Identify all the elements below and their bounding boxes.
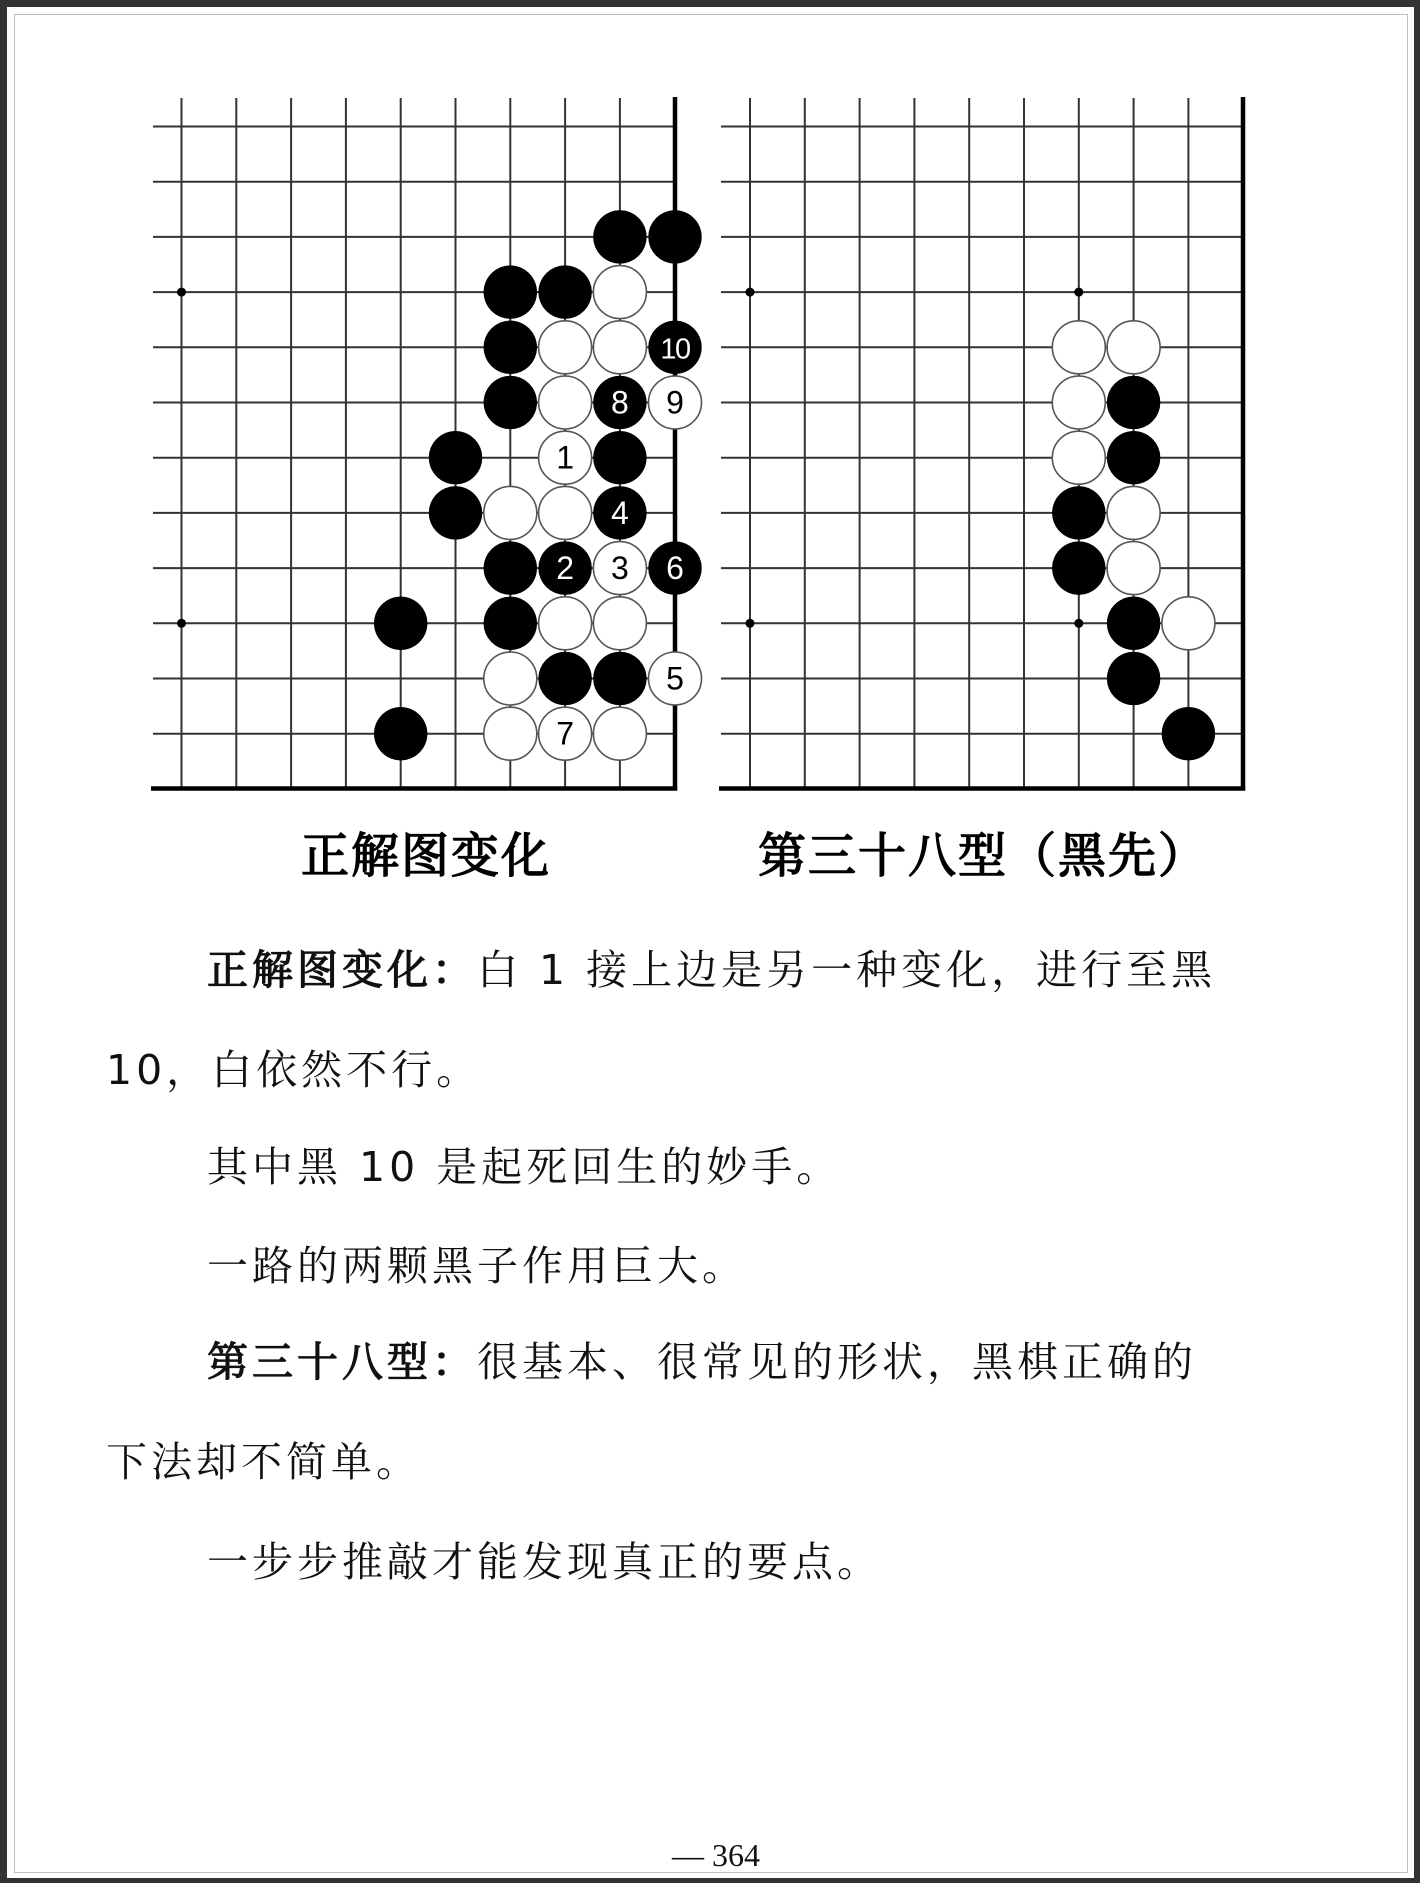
white-stone	[1107, 321, 1160, 374]
black-stone	[484, 321, 537, 374]
black-stone	[484, 542, 537, 595]
black-stone	[1052, 542, 1105, 595]
paragraph-3: 一路的两颗黑子作用巨大。	[207, 1242, 747, 1290]
black-stone	[1107, 652, 1160, 705]
move-number-label: 1	[556, 439, 574, 476]
go-diagrams	[0, 0, 1420, 880]
paragraph-2: 其中黑 10 是起死回生的妙手。	[207, 1143, 842, 1191]
black-stone	[1107, 597, 1160, 650]
black-stone	[649, 210, 702, 263]
go-board-right	[719, 97, 1245, 791]
white-stone	[484, 486, 537, 539]
white-stone	[593, 321, 646, 374]
move-number-label: 6	[666, 550, 684, 587]
paragraph-4-line-1	[207, 1332, 1197, 1392]
black-stone	[1162, 707, 1215, 760]
paragraph-4-text: 很基本、很常见的形状，黑棋正确的	[477, 1338, 1197, 1386]
black-stone	[374, 707, 427, 760]
white-stone	[539, 321, 592, 374]
white-stone	[593, 266, 646, 319]
paragraph-4-lead: 第三十八型：	[207, 1338, 477, 1386]
white-stone	[539, 486, 592, 539]
black-stone	[539, 652, 592, 705]
black-stone	[429, 486, 482, 539]
move-number-label: 8	[611, 384, 629, 421]
go-board-left	[151, 97, 702, 791]
white-stone	[539, 597, 592, 650]
diagram-caption-left: 正解图变化	[300, 828, 552, 884]
move-number-label: 2	[556, 550, 574, 587]
move-number-label: 10	[660, 333, 690, 366]
white-stone	[1107, 542, 1160, 595]
star-point	[746, 619, 755, 628]
white-stone	[593, 597, 646, 650]
white-stone	[593, 707, 646, 760]
star-point	[1074, 288, 1083, 297]
move-number-label: 9	[666, 384, 684, 421]
white-stone	[484, 652, 537, 705]
white-stone	[539, 376, 592, 429]
move-number-label: 4	[611, 494, 629, 531]
black-stone	[1107, 376, 1160, 429]
black-stone	[593, 431, 646, 484]
paragraph-5: 一步步推敲才能发现真正的要点。	[207, 1538, 882, 1586]
paragraph-1-line-1	[207, 940, 1216, 1000]
paragraph-4-line-2: 下法却不简单。	[106, 1438, 421, 1486]
move-number-label: 3	[611, 550, 629, 587]
black-stone	[429, 431, 482, 484]
white-stone	[1052, 376, 1105, 429]
white-stone	[484, 707, 537, 760]
black-stone	[484, 376, 537, 429]
move-number-label: 5	[666, 660, 684, 697]
move-number-label: 7	[556, 715, 574, 752]
white-stone	[1107, 486, 1160, 539]
white-stone	[1162, 597, 1215, 650]
paragraph-1-lead: 正解图变化：	[207, 946, 477, 994]
diagram-caption-right: 第三十八型（黑先）	[757, 828, 1209, 884]
star-point	[1074, 619, 1083, 628]
star-point	[177, 288, 186, 297]
star-point	[177, 619, 186, 628]
black-stone	[539, 266, 592, 319]
black-stone	[1107, 431, 1160, 484]
white-stone	[1052, 431, 1105, 484]
star-point	[746, 288, 755, 297]
black-stone	[593, 210, 646, 263]
black-stone	[593, 652, 646, 705]
paragraph-1-line-2: 10，白依然不行。	[106, 1046, 482, 1094]
white-stone	[1052, 321, 1105, 374]
page-number: — 364	[672, 1837, 760, 1873]
black-stone	[484, 266, 537, 319]
black-stone	[374, 597, 427, 650]
paragraph-1-text: 白 1 接上边是另一种变化，进行至黑	[477, 946, 1217, 994]
black-stone	[484, 597, 537, 650]
black-stone	[1052, 486, 1105, 539]
